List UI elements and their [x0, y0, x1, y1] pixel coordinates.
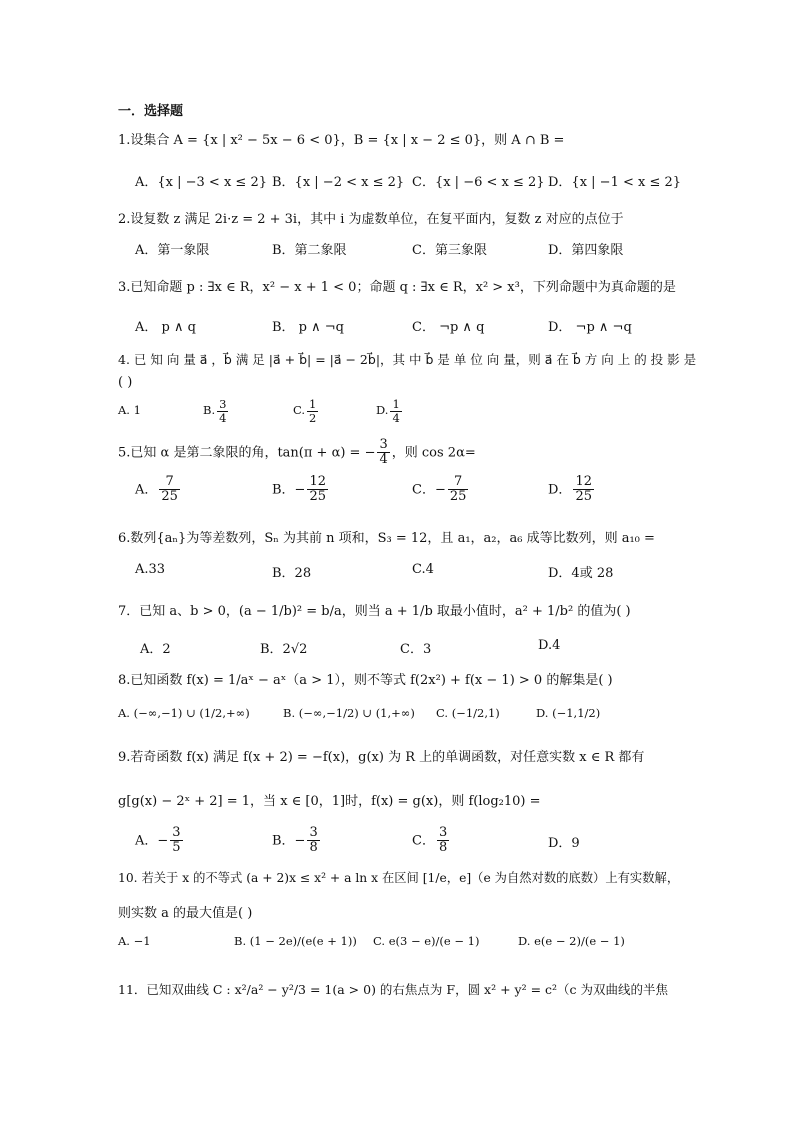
question-11-stem: 11．已知双曲线 C : x²/a² − y²/3 = 1(a > 0) 的右焦点为 F，圆 x² + y² = c²（c 为双曲线的半焦	[118, 982, 669, 997]
option-b[interactable]: B． p ∧ ¬q	[272, 320, 345, 335]
numerator: 3	[219, 397, 227, 411]
option-b[interactable]: B．2√2	[260, 642, 308, 657]
option-b[interactable]	[203, 398, 230, 424]
numerator: 3	[309, 825, 318, 840]
question-1-options	[120, 171, 680, 195]
option-c[interactable]: C．{x | −6 < x ≤ 2}	[412, 175, 545, 190]
option-b[interactable]: B．第二象限	[272, 243, 347, 258]
option-a[interactable]: A. −1	[118, 934, 151, 948]
option-d[interactable]: D．第四象限	[548, 243, 624, 258]
option-b-fraction	[307, 475, 328, 505]
option-b-label: B．−	[272, 833, 306, 849]
question-5-stem-a: 5.已知 α 是第二象限的角，tan(π + α) = −	[118, 445, 376, 461]
numerator: 3	[379, 437, 388, 452]
numerator: 3	[172, 825, 181, 840]
question-10-stem: 10. 若关于 x 的不等式 (a + 2)x ≤ x² + a ln x 在区间 [1/e，e]（e 为自然对数的底数）上有实数解，	[118, 871, 680, 885]
question-5-stem-b: ，则 cos 2α=	[391, 445, 476, 461]
option-c[interactable]: C．3	[400, 642, 432, 657]
option-c[interactable]	[293, 398, 320, 424]
question-7-stem: 7．已知 a、b > 0，(a − 1/b)² = b/a，则当 a + 1/b 取最小值时，a² + 1/b² 的值为( )	[118, 604, 631, 619]
denominator: 4	[379, 452, 388, 468]
option-b[interactable]: B．28	[272, 566, 312, 581]
option-c[interactable]: C.4	[412, 562, 434, 577]
question-10-stem-cont: 则实数 a 的最大值是( )	[118, 906, 253, 921]
denominator: 25	[449, 489, 467, 505]
option-d[interactable]: D．{x | −1 < x ≤ 2}	[548, 175, 682, 190]
denominator: 25	[575, 489, 592, 505]
denominator: 5	[172, 840, 181, 856]
denominator: 4	[392, 410, 400, 425]
question-8-stem: 8.已知函数 f(x) = 1/aˣ − aˣ（a > 1），则不等式 f(2x²) + f(x − 1) > 0 的解集是( )	[118, 673, 613, 688]
option-a[interactable]: A． p ∧ q	[135, 320, 196, 335]
question-3-options	[120, 316, 680, 340]
option-a[interactable]: A．第一象限	[135, 243, 210, 258]
option-d[interactable]: D．4或 28	[548, 566, 614, 581]
option-b[interactable]	[272, 826, 322, 856]
option-d[interactable]: D. e(e − 2)/(e − 1)	[518, 934, 625, 948]
option-a[interactable]	[135, 826, 185, 856]
question-8-options	[118, 706, 678, 730]
option-c-label: C．	[412, 833, 435, 849]
question-9-options	[120, 825, 680, 856]
option-b[interactable]: B．{x | −2 < x ≤ 2}	[272, 175, 405, 190]
denominator: 25	[309, 489, 326, 505]
question-1-stem: 1.设集合 A = {x | x² − 5x − 6 < 0}，B = {x | x − 2 ≤ 0}，则 A ∩ B =	[118, 133, 565, 148]
option-d-label: D.	[376, 403, 389, 418]
option-a-fraction	[170, 826, 182, 856]
option-c[interactable]: C. e(3 − e)/(e − 1)	[373, 934, 480, 948]
question-2-stem: 2.设复数 z 满足 2i·z = 2 + 3i，其中 i 为虚数单位，在复平面内，复数 z 对应的点位于	[118, 212, 624, 227]
denominator: 25	[161, 489, 178, 505]
question-3-stem: 3.已知命题 p : ∃x ∈ R，x² − x + 1 < 0；命题 q : ∃x ∈ R，x² > x³，下列命题中为真命题的是	[118, 280, 676, 295]
question-4-stem: 4. 已 知 向 量 a⃗ ，b⃗ 满 足 |a⃗ + b⃗| = |a⃗ − 2b⃗|，其 中 b⃗ 是 单 位 向 量，则 a⃗ 在 b⃗ 方 向 上 的 投 影 是	[118, 352, 697, 367]
option-c-label: C．−	[412, 482, 446, 498]
numerator: 12	[575, 474, 592, 489]
question-5-stem-fraction	[377, 438, 389, 468]
option-c-fraction	[307, 398, 318, 424]
option-d[interactable]	[376, 398, 404, 424]
option-a[interactable]: A．{x | −3 < x ≤ 2}	[135, 175, 267, 190]
option-b[interactable]: B. (1 − 2e)/(e(e + 1))	[234, 934, 357, 948]
option-c-label: C.	[293, 403, 306, 418]
question-7-options	[120, 638, 680, 662]
denominator: 8	[309, 840, 318, 856]
option-c[interactable]: C． ¬p ∧ q	[412, 320, 485, 335]
denominator: 4	[219, 410, 227, 425]
option-c-fraction	[448, 475, 469, 505]
option-c[interactable]	[412, 826, 451, 856]
question-4-options	[118, 397, 678, 425]
option-a[interactable]: A．2	[140, 642, 171, 657]
option-a[interactable]: A. (−∞,−1) ∪ (1/2,+∞)	[118, 706, 250, 720]
option-a-label: A．	[135, 482, 158, 498]
option-c[interactable]: C. (−1/2,1)	[436, 706, 500, 720]
option-c[interactable]: C．第三象限	[412, 243, 487, 258]
denominator: 8	[438, 840, 448, 856]
question-6-options	[120, 562, 680, 586]
option-c-fraction	[437, 826, 449, 856]
option-d-fraction	[390, 398, 401, 424]
question-10-options	[118, 934, 678, 958]
option-d[interactable]: D．9	[548, 836, 580, 851]
option-b-fraction	[307, 826, 319, 856]
question-2-options	[120, 239, 680, 263]
question-6-stem: 6.数列{aₙ}为等差数列，Sₙ 为其前 n 项和，S₃ = 12，且 a₁，a₂，a₆ 成等比数列，则 a₁₀ =	[118, 531, 655, 546]
option-d[interactable]: D． ¬p ∧ ¬q	[548, 320, 632, 335]
option-b-label: B.	[203, 403, 216, 418]
option-b[interactable]: B. (−∞,−1/2) ∪ (1,+∞)	[283, 706, 415, 720]
question-4-stem-cont: ( )	[118, 375, 133, 390]
numerator: 1	[392, 397, 400, 411]
option-c[interactable]	[412, 475, 470, 505]
denominator: 2	[309, 410, 317, 425]
option-b[interactable]	[272, 475, 330, 505]
option-d-fraction	[573, 475, 594, 505]
numerator: 12	[309, 474, 326, 489]
option-d[interactable]	[548, 475, 596, 505]
question-5-stem	[118, 438, 476, 468]
option-a-fraction	[159, 475, 180, 505]
option-b-fraction	[217, 398, 228, 424]
option-b-label: B．−	[272, 482, 306, 498]
question-9-stem-cont: g[g(x) − 2ˣ + 2] = 1，当 x ∈ [0，1]时，f(x) = g(x)，则 f(log₂10) =	[118, 794, 541, 809]
section-title: 一．选择题	[118, 104, 184, 119]
option-a[interactable]	[135, 475, 182, 505]
question-9-stem: 9.若奇函数 f(x) 满足 f(x + 2) = −f(x)，g(x) 为 R 上的单调函数，对任意实数 x ∈ R 都有	[118, 750, 645, 765]
numerator: 7	[453, 474, 463, 489]
option-a[interactable]: A.33	[135, 562, 166, 577]
option-a-label: A．−	[135, 833, 169, 849]
question-5-options	[120, 474, 680, 505]
numerator: 7	[165, 474, 174, 489]
numerator: 1	[309, 397, 317, 411]
option-d[interactable]: D. (−1,1/2)	[536, 706, 601, 720]
option-d[interactable]: D.4	[538, 638, 561, 653]
numerator: 3	[438, 825, 448, 840]
option-a[interactable]: A. 1	[118, 403, 141, 417]
option-d-label: D．	[548, 482, 572, 498]
